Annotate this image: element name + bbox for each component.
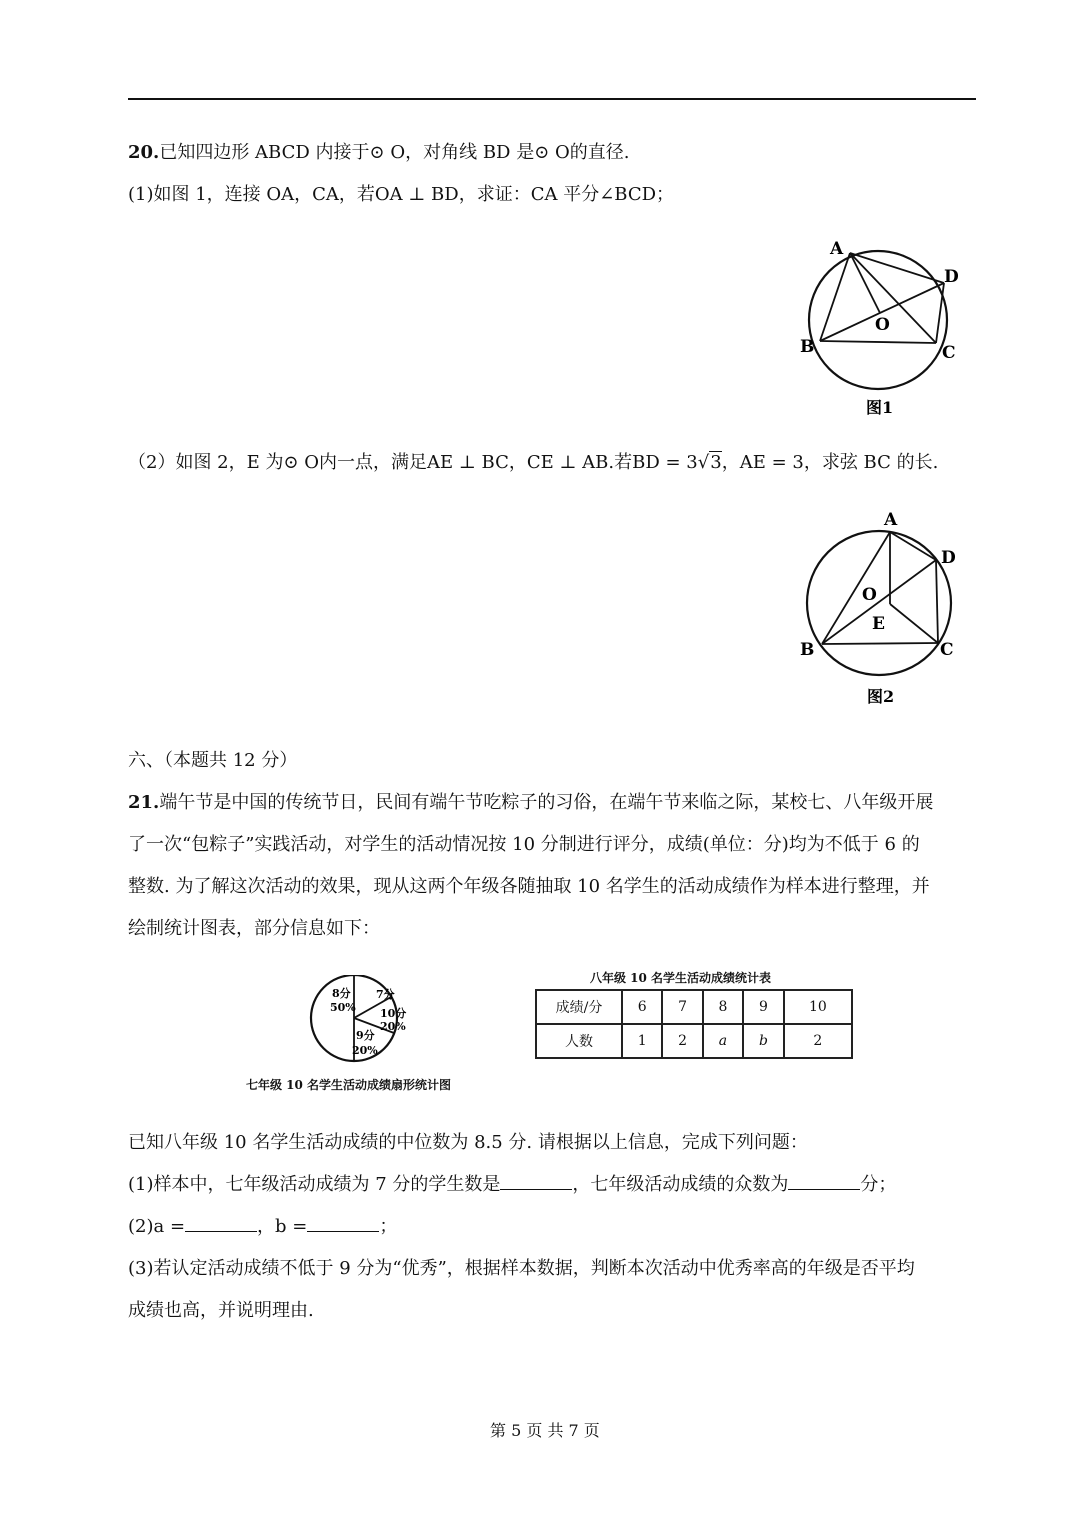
q21-known: 已知八年级 10 名学生活动成绩的中位数为 8.5 分. 请根据以上信息，完成下列问题： xyxy=(128,1132,808,1153)
q21-part3a: (3)若认定活动成绩不低于 9 分为“优秀”，根据样本数据，判断本次活动中优秀率高的年级是否平均 xyxy=(128,1258,915,1279)
table-row xyxy=(536,1024,852,1058)
q21-part2 xyxy=(128,1212,397,1238)
q21-number: 21. xyxy=(128,792,160,813)
q20-part2-post: ，AE = 3，求弦 BC 的长. xyxy=(721,452,939,473)
q21-line3: 整数. 为了解这次活动的效果，现从这两个年级各随抽取 10 名学生的活动成绩作为样本进行整理，并 xyxy=(128,876,930,897)
fig2-label-d: D xyxy=(941,548,956,568)
table-row xyxy=(536,990,852,1024)
table-cell: 10 xyxy=(784,990,852,1024)
grade8-stats-table xyxy=(535,989,853,1059)
answer-blank[interactable] xyxy=(307,1215,379,1232)
q20-part2-pre: （2）如图 2，E 为⊙ O内一点，满足AE ⊥ BC，CE ⊥ AB.若BD = 3 xyxy=(128,452,698,473)
q21-p1a: (1)样本中，七年级活动成绩为 7 分的学生数是 xyxy=(128,1174,501,1195)
q21-part1 xyxy=(128,1170,896,1196)
fig1-label-a: A xyxy=(830,239,844,259)
q21-p1c: 分； xyxy=(860,1174,897,1195)
fig1-label-d: D xyxy=(944,267,959,287)
table-cell: 成绩/分 xyxy=(536,990,622,1024)
pie-label-8: 8分 xyxy=(332,987,351,1000)
fig2-label-a: A xyxy=(884,510,898,530)
table-cell: 9 xyxy=(743,990,784,1024)
table-title: 八年级 10 名学生活动成绩统计表 xyxy=(590,971,772,985)
fig2-label-o: O xyxy=(862,585,877,605)
figure-2 xyxy=(790,505,970,710)
pie-caption: 七年级 10 名学生活动成绩扇形统计图 xyxy=(246,1078,452,1092)
table-cell: 7 xyxy=(662,990,702,1024)
table-cell: 1 xyxy=(622,1024,662,1058)
answer-blank[interactable] xyxy=(500,1173,572,1190)
table-cell: 人数 xyxy=(536,1024,622,1058)
section-6-title: 六、（本题共 12 分） xyxy=(128,750,298,771)
q21-p1b: ，七年级活动成绩的众数为 xyxy=(572,1174,789,1195)
q21-part3b: 成绩也高，并说明理由. xyxy=(128,1300,314,1321)
q20-part1: (1)如图 1，连接 OA，CA，若OA ⊥ BD，求证：CA 平分∠BCD； xyxy=(128,184,675,205)
answer-blank[interactable] xyxy=(185,1215,257,1232)
q20-number: 20. xyxy=(128,142,160,163)
sqrt-sign: √ xyxy=(697,452,710,473)
fig2-label-e: E xyxy=(872,614,885,634)
pie-pct-8: 50% xyxy=(330,1001,356,1014)
top-rule xyxy=(128,98,976,100)
fig2-caption: 图2 xyxy=(867,687,895,706)
fig1-label-b: B xyxy=(800,337,815,357)
grade7-pie-chart xyxy=(300,975,420,1065)
pie-label-7: 7分 xyxy=(376,988,395,1001)
table-cell: 8 xyxy=(703,990,743,1024)
page-footer: 第 5 页 共 7 页 xyxy=(490,1421,600,1440)
figure-1 xyxy=(790,230,970,425)
q21-line1-text: 端午节是中国的传统节日，民间有端午节吃粽子的习俗，在端午节来临之际，某校七、八年级开展 xyxy=(159,792,934,813)
q21-p2b: ，b = xyxy=(257,1216,308,1237)
fig2-label-b: B xyxy=(800,640,815,660)
table-cell: a xyxy=(703,1024,743,1058)
q21-p2c: ； xyxy=(379,1216,398,1237)
pie-pct-9: 20% xyxy=(352,1044,378,1057)
pie-pct-10: 20% xyxy=(380,1020,406,1033)
table-cell: 2 xyxy=(662,1024,702,1058)
q21-line4: 绘制统计图表，部分信息如下： xyxy=(128,918,380,939)
q20-stem: 已知四边形 ABCD 内接于⊙ O，对角线 BD 是⊙ O的直径. xyxy=(159,142,630,163)
table-cell: 2 xyxy=(784,1024,852,1058)
table-cell: 6 xyxy=(622,990,662,1024)
q20-stem-line xyxy=(128,138,629,164)
fig1-caption: 图1 xyxy=(866,398,894,417)
q21-p2a: (2)a = xyxy=(128,1216,186,1237)
q20-part2-root: 3 xyxy=(710,452,722,473)
pie-label-9: 9分 xyxy=(356,1029,375,1042)
table-cell: b xyxy=(743,1024,784,1058)
pie-label-10: 10分 xyxy=(380,1007,407,1020)
fig2-label-c: C xyxy=(940,640,954,660)
answer-blank[interactable] xyxy=(788,1173,860,1190)
q21-line2: 了一次“包粽子”实践活动，对学生的活动情况按 10 分制进行评分，成绩(单位：分)均为不低于 6 的 xyxy=(128,834,920,855)
q21-line1 xyxy=(128,788,933,814)
fig1-label-o: O xyxy=(875,315,890,335)
fig1-label-c: C xyxy=(942,343,956,363)
q20-part2 xyxy=(128,448,938,474)
